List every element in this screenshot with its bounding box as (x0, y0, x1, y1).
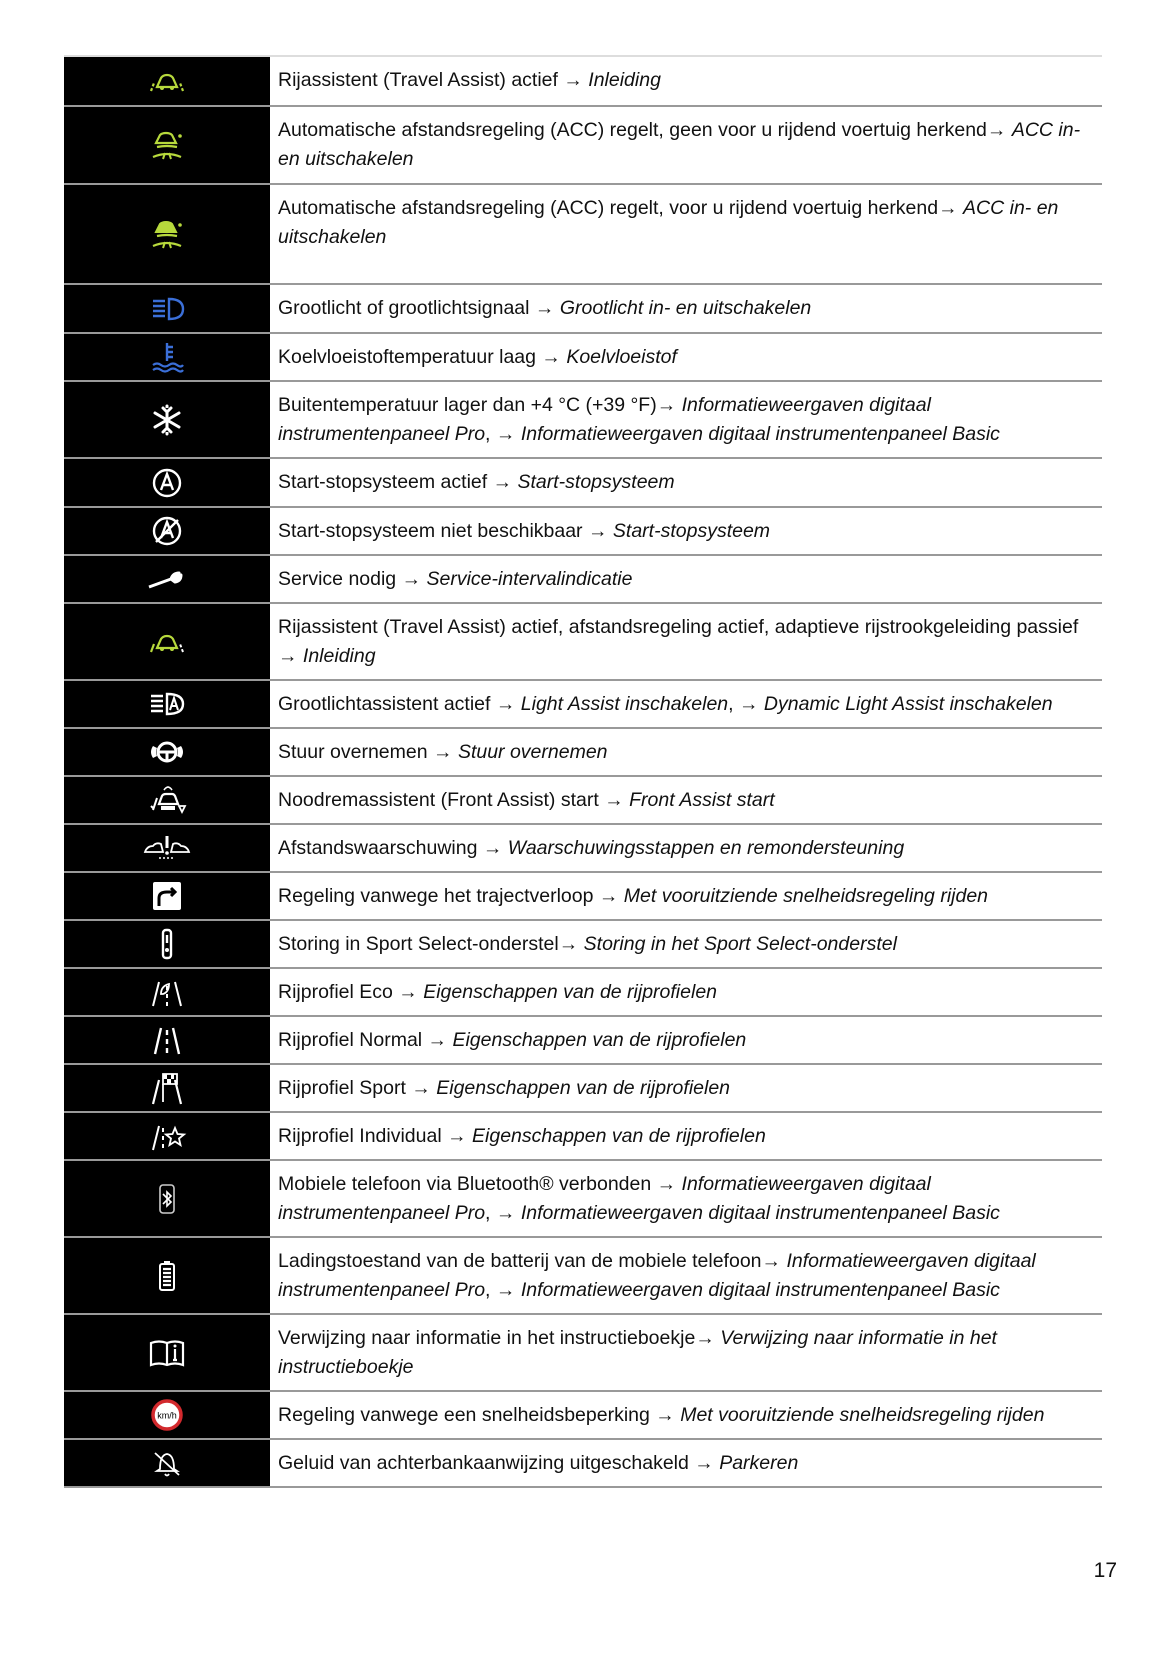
description-cell (270, 777, 1102, 823)
bluetooth-phone-icon (143, 1179, 191, 1219)
table-row (64, 1065, 1102, 1113)
light-assist-icon (143, 684, 191, 724)
table-row (64, 382, 1102, 459)
icon-cell (64, 1315, 270, 1390)
table-row (64, 969, 1102, 1017)
arrow-icon: → (604, 789, 630, 811)
acc-vehicle-icon (143, 214, 191, 254)
arrow-icon: → (761, 1250, 787, 1272)
description-cell (270, 459, 1102, 506)
cross-reference-link[interactable]: Dynamic Light Assist inschakelen (763, 693, 1053, 715)
icon-cell (64, 681, 270, 727)
description-text: Grootlicht of grootlichtsignaal (278, 297, 535, 319)
icon-cell (64, 57, 270, 105)
icon-cell (64, 1238, 270, 1313)
cross-reference-link[interactable]: Stuur overnemen (457, 741, 608, 763)
description-text: Geluid van achterbankaanwijzing uitgeschakeld (278, 1452, 695, 1474)
cross-reference-link[interactable]: Start-stopsysteem (612, 520, 771, 542)
description-cell (270, 604, 1102, 679)
description-text: Service nodig (278, 568, 402, 590)
sport-profile-icon (143, 1068, 191, 1108)
icon-cell (64, 185, 270, 283)
icon-cell (64, 1392, 270, 1438)
arrow-icon: → (534, 297, 560, 319)
cross-reference-link[interactable]: Informatieweergaven digitaal instrumentenpaneel Basic (520, 1202, 1000, 1224)
description-cell (270, 556, 1102, 602)
separator: , (728, 693, 739, 715)
description-cell (270, 382, 1102, 457)
arrow-icon: → (411, 1077, 437, 1099)
cross-reference-link[interactable]: Eigenschappen van de rijprofielen (472, 1125, 766, 1147)
icon-cell (64, 873, 270, 919)
normal-profile-icon (143, 1020, 191, 1060)
cross-reference-link[interactable]: ACC in- en uitschakelen (278, 197, 1059, 248)
icon-cell (64, 1065, 270, 1111)
steering-takeover-icon (143, 732, 191, 772)
cross-reference-link[interactable]: ACC in- en uitschakelen (278, 119, 1081, 170)
icon-cell (64, 1161, 270, 1236)
description-text: Stuur overnemen (278, 741, 434, 763)
travel-assist-icon (143, 61, 191, 101)
table-row (64, 508, 1102, 556)
arrow-icon: → (986, 119, 1012, 141)
cross-reference-link[interactable]: Koelvloeistof (566, 346, 677, 368)
arrow-icon: → (495, 423, 521, 445)
arrow-icon: → (587, 520, 613, 542)
table-row (64, 681, 1102, 729)
cross-reference-link[interactable]: Eigenschappen van de rijprofielen (452, 1029, 747, 1051)
table-row (64, 777, 1102, 825)
description-text: Koelvloeistoftemperatuur laag (278, 346, 542, 368)
cross-reference-link[interactable]: Informatieweergaven digitaal instrumentenpaneel Pro (278, 394, 931, 445)
arrow-icon: → (563, 69, 589, 91)
cross-reference-link[interactable]: Light Assist inschakelen (520, 693, 729, 715)
arrow-icon: → (492, 471, 518, 493)
arrow-icon: → (427, 1029, 453, 1051)
cross-reference-link[interactable]: Informatieweergaven digitaal instrumentenpaneel Basic (520, 1279, 1000, 1301)
acc-no-vehicle-icon (143, 125, 191, 165)
description-text: Afstandswaarschuwing (278, 837, 483, 859)
arrow-icon: → (695, 1327, 721, 1349)
icon-cell (64, 1017, 270, 1063)
description-cell (270, 1315, 1102, 1390)
description-cell (270, 57, 1102, 105)
cross-reference-link[interactable]: Verwijzing naar informatie in het instructieboekje (278, 1327, 997, 1378)
description-text: Rijassistent (Travel Assist) actief, afstandsregeling actief, adaptieve rijstrookgeleiding passief (278, 616, 1079, 638)
description-text: Start-stopsysteem actief (278, 471, 493, 493)
high-beam-icon (143, 289, 191, 329)
description-text: Verwijzing naar informatie in het instructieboekje (278, 1327, 696, 1349)
cross-reference-link[interactable]: Inleiding (302, 645, 376, 667)
sport-select-fault-icon (143, 924, 191, 964)
description-text: Ladingstoestand van de batterij van de mobiele telefoon (278, 1250, 762, 1272)
coolant-temp-icon (143, 337, 191, 377)
individual-profile-icon (143, 1116, 191, 1156)
description-text: Automatische afstandsregeling (ACC) regelt, voor u rijdend voertuig herkend (278, 197, 939, 219)
icon-cell (64, 777, 270, 823)
distance-warning-icon (143, 828, 191, 868)
table-row (64, 459, 1102, 508)
cross-reference-link[interactable]: Front Assist start (629, 789, 775, 811)
icon-cell (64, 1440, 270, 1486)
separator: , (485, 1202, 496, 1224)
start-stop-icon (143, 463, 191, 503)
icon-cell (64, 107, 270, 183)
arrow-icon: → (398, 981, 424, 1003)
icon-cell (64, 508, 270, 554)
table-row (64, 604, 1102, 681)
cross-reference-link[interactable]: Eigenschappen van de rijprofielen (423, 981, 718, 1003)
arrow-icon: → (938, 197, 964, 219)
cross-reference-link[interactable]: Inleiding (588, 69, 661, 91)
description-cell (270, 1113, 1102, 1159)
start-stop-unavailable-icon (143, 511, 191, 551)
icon-cell (64, 921, 270, 967)
cross-reference-link[interactable]: Grootlicht in- en uitschakelen (559, 297, 812, 319)
separator: , (485, 1279, 496, 1301)
description-cell (270, 1017, 1102, 1063)
arrow-icon: → (598, 885, 624, 907)
description-cell (270, 334, 1102, 380)
description-cell (270, 729, 1102, 775)
warning-symbols-table (64, 55, 1102, 1488)
description-cell (270, 873, 1102, 919)
cross-reference-link[interactable]: Start-stopsysteem (517, 471, 675, 493)
description-text: Regeling vanwege het trajectverloop (278, 885, 599, 907)
icon-cell (64, 556, 270, 602)
description-cell (270, 1392, 1102, 1438)
table-row (64, 1113, 1102, 1161)
wrench-icon (143, 559, 191, 599)
cross-reference-link[interactable]: Informatieweergaven digitaal instrumentenpaneel Pro (278, 1250, 1036, 1301)
arrow-icon: → (656, 394, 682, 416)
table-row (64, 1238, 1102, 1315)
route-regulation-icon (143, 876, 191, 916)
description-text: Mobiele telefoon via Bluetooth® verbonden (278, 1173, 657, 1195)
description-cell (270, 508, 1102, 554)
arrow-icon: → (495, 1202, 521, 1224)
snowflake-icon (143, 400, 191, 440)
rear-seat-reminder-off-icon (143, 1443, 191, 1483)
icon-cell (64, 382, 270, 457)
arrow-icon: → (495, 1279, 521, 1301)
icon-cell (64, 285, 270, 332)
icon-cell (64, 334, 270, 380)
description-cell (270, 681, 1102, 727)
icon-cell (64, 729, 270, 775)
cross-reference-link[interactable]: Parkeren (719, 1452, 799, 1474)
arrow-icon: → (433, 741, 458, 763)
cross-reference-link[interactable]: Eigenschappen van de rijprofielen (436, 1077, 731, 1099)
arrow-icon: → (558, 933, 584, 955)
icon-cell (64, 825, 270, 871)
table-row (64, 57, 1102, 107)
cross-reference-link[interactable]: Informatieweergaven digitaal instrumentenpaneel Pro (278, 1173, 931, 1224)
arrow-icon: → (495, 693, 521, 715)
icon-cell (64, 459, 270, 506)
description-text: Rijprofiel Individual (278, 1125, 448, 1147)
arrow-icon: → (541, 346, 567, 368)
speed-limit-icon (143, 1395, 191, 1435)
table-row (64, 556, 1102, 604)
icon-cell (64, 1113, 270, 1159)
table-row (64, 1392, 1102, 1440)
description-text: Storing in Sport Select-onderstel (278, 933, 559, 955)
svg-text:km/h: km/h (157, 1410, 177, 1421)
separator: , (485, 423, 496, 445)
table-row (64, 729, 1102, 777)
table-row (64, 921, 1102, 969)
description-text: Rijprofiel Eco (278, 981, 399, 1003)
cross-reference-link[interactable]: Storing in het Sport Select-onderstel (583, 933, 897, 955)
description-cell (270, 1440, 1102, 1486)
icon-cell (64, 969, 270, 1015)
page-number: 17 (1093, 1559, 1117, 1582)
cross-reference-link[interactable]: Waarschuwingsstappen en remondersteuning (507, 837, 905, 859)
description-text: Noodremassistent (Front Assist) start (278, 789, 605, 811)
description-text: Regeling vanwege een snelheidsbeperking (278, 1404, 656, 1426)
phone-battery-icon (143, 1256, 191, 1296)
arrow-icon: → (401, 568, 427, 590)
arrow-icon: → (278, 645, 303, 667)
description-text: Buitentemperatuur lager dan +4 °C (+39 °F) (278, 394, 657, 416)
icon-cell (64, 604, 270, 679)
cross-reference-link[interactable]: Service-intervalindicatie (426, 568, 633, 590)
description-cell (270, 185, 1102, 283)
arrow-icon: → (655, 1404, 681, 1426)
description-cell (270, 1238, 1102, 1313)
eco-profile-icon (143, 972, 191, 1012)
travel-assist-passive-icon (143, 622, 191, 662)
description-cell (270, 921, 1102, 967)
table-row (64, 185, 1102, 285)
table-row (64, 107, 1102, 185)
arrow-icon: → (694, 1452, 720, 1474)
description-text: Rijprofiel Sport (278, 1077, 412, 1099)
description-cell (270, 969, 1102, 1015)
table-row (64, 1315, 1102, 1392)
table-row (64, 1161, 1102, 1238)
description-cell (270, 285, 1102, 332)
arrow-icon: → (656, 1173, 682, 1195)
description-text: Rijassistent (Travel Assist) actief (278, 69, 564, 91)
table-row (64, 873, 1102, 921)
table-row (64, 825, 1102, 873)
description-text: Rijprofiel Normal (278, 1029, 428, 1051)
cross-reference-link[interactable]: Informatieweergaven digitaal instrumentenpaneel Basic (520, 423, 1000, 445)
table-row (64, 285, 1102, 334)
table-row (64, 1017, 1102, 1065)
description-cell (270, 1065, 1102, 1111)
arrow-icon: → (482, 837, 508, 859)
description-text: Start-stopsysteem niet beschikbaar (278, 520, 588, 542)
cross-reference-link[interactable]: Met vooruitziende snelheidsregeling rijden (623, 885, 989, 907)
description-cell (270, 1161, 1102, 1236)
description-text: Grootlichtassistent actief (278, 693, 496, 715)
description-text: Automatische afstandsregeling (ACC) regelt, geen voor u rijdend voertuig herkend (278, 119, 987, 141)
table-row (64, 334, 1102, 382)
arrow-icon: → (739, 693, 764, 715)
description-cell (270, 107, 1102, 183)
front-assist-icon (143, 780, 191, 820)
arrow-icon: → (447, 1125, 473, 1147)
description-cell (270, 825, 1102, 871)
cross-reference-link[interactable]: Met vooruitziende snelheidsregeling rijden (680, 1404, 1045, 1426)
manual-info-icon (143, 1333, 191, 1373)
table-row (64, 1440, 1102, 1488)
